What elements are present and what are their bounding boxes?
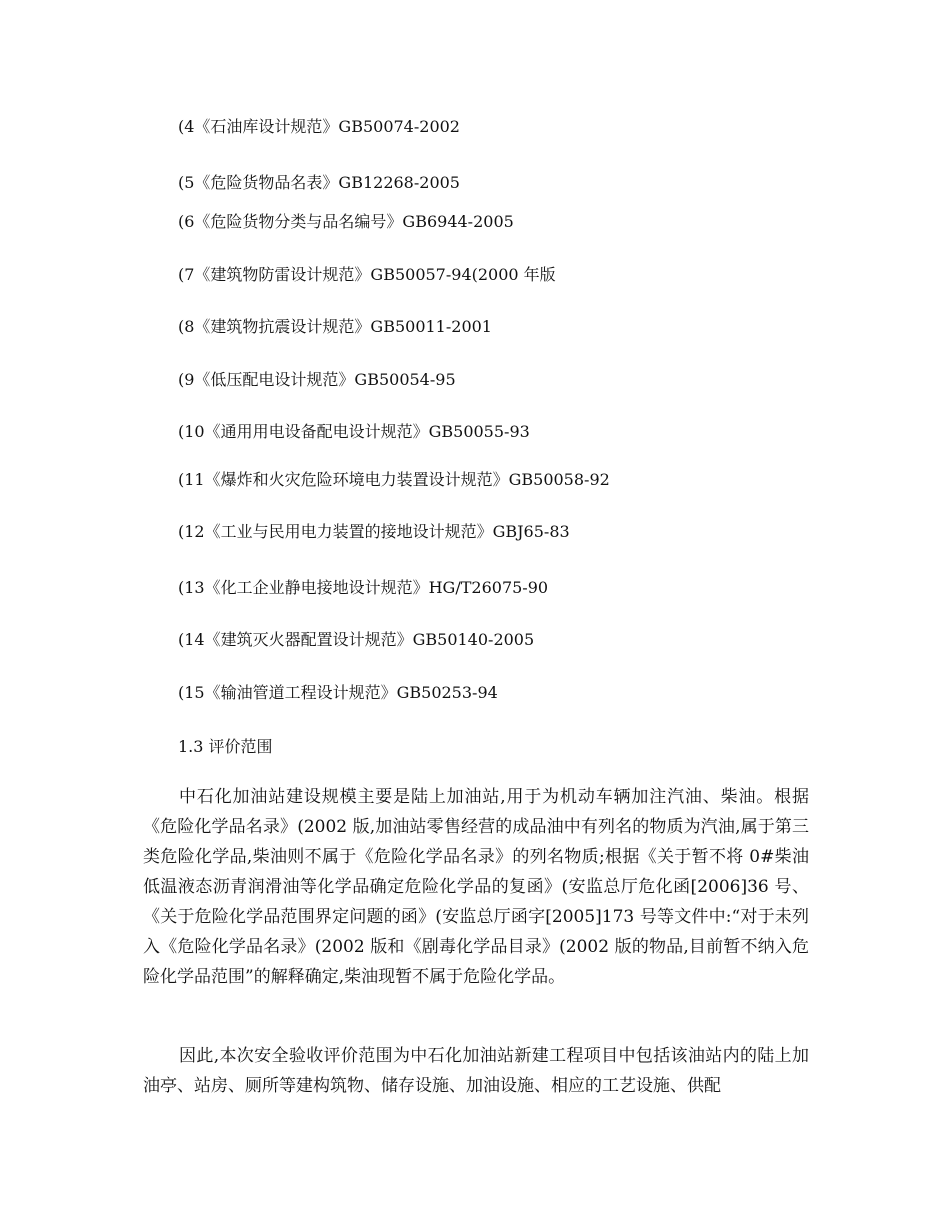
reference-item-9: (9《低压配电设计规范》GB50054-95 bbox=[178, 370, 456, 389]
reference-item-13: (13《化工企业静电接地设计规范》HG/T26075-90 bbox=[178, 578, 549, 597]
reference-item-15: (15《输油管道工程设计规范》GB50253-94 bbox=[178, 683, 498, 702]
body-paragraph: 因此,本次安全验收评价范围为中石化加油站新建工程项目中包括该油站内的陆上加油亭、站房、厕所等建构筑物、储存设施、加油设施、相应的工艺设施、供配 bbox=[143, 1046, 809, 1096]
reference-item-10: (10《通用用电设备配电设计规范》GB50055-93 bbox=[178, 422, 530, 441]
reference-item-6: (6《危险货物分类与品名编号》GB6944-2005 bbox=[178, 212, 514, 231]
reference-item-14: (14《建筑灭火器配置设计规范》GB50140-2005 bbox=[178, 630, 535, 649]
reference-item-8: (8《建筑物抗震设计规范》GB50011-2001 bbox=[178, 317, 492, 336]
reference-item-7: (7《建筑物防雷设计规范》GB50057-94(2000 年版 bbox=[178, 265, 556, 284]
reference-item-4: (4《石油库设计规范》GB50074-2002 bbox=[178, 117, 460, 136]
section-heading: 1.3 评价范围 bbox=[178, 737, 273, 756]
body-paragraph: 中石化加油站建设规模主要是陆上加油站,用于为机动车辆加注汽油、柴油。根据《危险化学品名录》(2002 版,加油站零售经营的成品油中有列名的物质为汽油,属于第三类危险化学品,柴油则不属于《危险化学品名录》的列名物质;根据《关于暂不将 0#柴油低温液态沥青润滑油等化学品确定危险化学品的复函》(安监总厅危化函[2006]36 号、《关于危险化学品范围界定问题的函》(安监总厅函字[2005]173 号等文件中:“对于未列入《危险化学品名录》(2002 版和《剧毒化学品目录》(2002 版的物品,目前暂不纳入危险化学品范围”的解释确定,柴油现暂不属于危险化学品。 bbox=[143, 787, 809, 987]
reference-item-5: (5《危险货物品名表》GB12268-2005 bbox=[178, 173, 460, 192]
reference-item-11: (11《爆炸和火灾危险环境电力装置设计规范》GB50058-92 bbox=[178, 470, 610, 489]
reference-item-12: (12《工业与民用电力装置的接地设计规范》GBJ65-83 bbox=[178, 522, 570, 541]
